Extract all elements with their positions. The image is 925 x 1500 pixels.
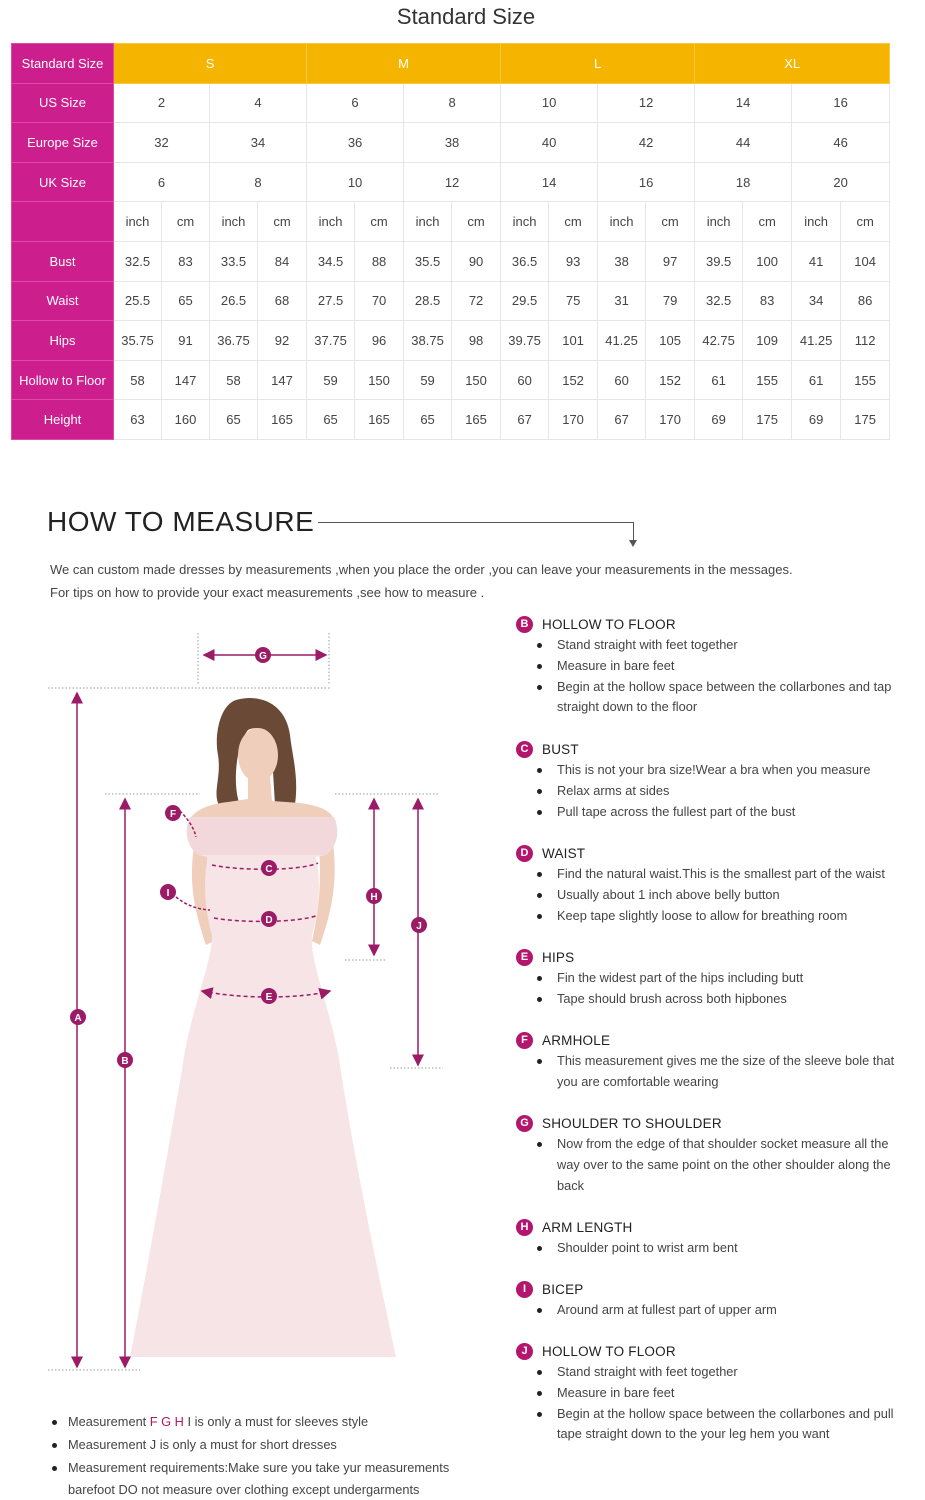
table-cell: 165: [355, 400, 404, 440]
size-chart-table: [11, 43, 890, 440]
table-cell: 38: [404, 123, 501, 163]
table-cell: 155: [841, 360, 890, 400]
table-cell: 60: [501, 360, 549, 400]
row-label: Hollow to Floor: [12, 360, 114, 400]
table-cell: 65: [210, 400, 258, 440]
table-cell: 6: [114, 162, 210, 202]
table-cell: 84: [258, 241, 307, 281]
table-cell: 33.5: [210, 241, 258, 281]
title-divider-drop: [633, 522, 634, 542]
guide-section-c: [514, 738, 870, 822]
guide-title: ARMHOLE: [542, 1032, 611, 1048]
table-cell: 2: [114, 83, 210, 123]
table-cell: 34: [792, 281, 841, 321]
table-cell: 170: [549, 400, 598, 440]
unit-cell: inch: [404, 202, 452, 242]
badge-letter: D: [265, 915, 273, 926]
row-label: US Size: [12, 83, 114, 123]
table-cell: 10: [501, 83, 598, 123]
guide-section-b: [514, 613, 914, 718]
table-cell: 65: [162, 281, 210, 321]
table-cell: 36.5: [501, 241, 549, 281]
guide-item: Now from the edge of that shoulder socket measure all the way over to the same point on the other shoulder along the back: [514, 1134, 906, 1196]
table-cell: 86: [841, 281, 890, 321]
arrow-down-icon: [629, 540, 637, 547]
unit-cell: inch: [307, 202, 355, 242]
table-cell: 35.5: [404, 241, 452, 281]
table-cell: 150: [355, 360, 404, 400]
title-divider: [318, 522, 634, 523]
guide-item: Tape should brush across both hipbones: [514, 989, 803, 1010]
guide-item: Stand straight with feet together: [514, 635, 914, 656]
guide-section-i: [514, 1278, 777, 1321]
table-cell: 41.25: [598, 321, 646, 361]
badge-d: [261, 911, 277, 927]
table-cell: 58: [114, 360, 162, 400]
table-cell: 36: [307, 123, 404, 163]
badge-letter: G: [259, 651, 267, 662]
table-cell: 67: [501, 400, 549, 440]
guide-section-h: [514, 1216, 738, 1259]
unit-cell: cm: [743, 202, 792, 242]
row-label: UK Size: [12, 162, 114, 202]
row-label: Bust: [12, 241, 114, 281]
badge-h: [366, 888, 382, 904]
guide-title: BUST: [542, 741, 579, 757]
table-cell: 10: [307, 162, 404, 202]
table-cell: 97: [646, 241, 695, 281]
table-cell: 58: [210, 360, 258, 400]
badge-letter: F: [169, 809, 177, 820]
guide-section-e: [514, 946, 803, 1010]
table-cell: 90: [452, 241, 501, 281]
table-cell: 152: [646, 360, 695, 400]
table-cell: 42: [598, 123, 695, 163]
size-m: M: [307, 44, 501, 84]
size-xl: XL: [695, 44, 890, 84]
guide-title: ARM LENGTH: [542, 1219, 633, 1235]
badge-g: [255, 647, 271, 663]
europe-size-row: [12, 123, 890, 163]
guide-section-f: [514, 1029, 909, 1093]
table-cell: 67: [598, 400, 646, 440]
table-cell: 105: [646, 321, 695, 361]
table-cell: 28.5: [404, 281, 452, 321]
guide-item: This measurement gives me the size of the sleeve bole that you are comfortable wearing: [514, 1051, 909, 1093]
table-cell: 38: [598, 241, 646, 281]
table-cell: 96: [355, 321, 404, 361]
table-cell: 91: [162, 321, 210, 361]
h-badge-icon: H: [516, 1219, 533, 1236]
guide-title: SHOULDER TO SHOULDER: [542, 1115, 722, 1131]
guide-title: HOLLOW TO FLOOR: [542, 616, 676, 632]
f-badge-icon: F: [516, 1032, 533, 1049]
note-text: Measurement: [68, 1414, 150, 1429]
table-cell: 59: [404, 360, 452, 400]
guide-head: [514, 1216, 738, 1238]
guide-item: Relax arms at sides: [514, 781, 870, 802]
unit-cell: cm: [258, 202, 307, 242]
table-cell: 104: [841, 241, 890, 281]
table-cell: 44: [695, 123, 792, 163]
badge-c: [261, 860, 277, 876]
guide-head: [514, 613, 914, 635]
table-cell: 175: [743, 400, 792, 440]
guide-item: Keep tape slightly loose to allow for breathing room: [514, 906, 885, 927]
standard-size-label: Standard Size: [12, 44, 114, 84]
unit-cell: inch: [792, 202, 841, 242]
note-item: Measurement requirements:Make sure you take yur measurements barefoot DO not measure over clothing except undergarments: [50, 1457, 470, 1500]
hips-row: [12, 321, 890, 361]
table-cell: 6: [307, 83, 404, 123]
table-cell: 93: [549, 241, 598, 281]
table-cell: 35.75: [114, 321, 162, 361]
table-cell: 92: [258, 321, 307, 361]
table-cell: 109: [743, 321, 792, 361]
table-cell: 42.75: [695, 321, 743, 361]
table-cell: 39.5: [695, 241, 743, 281]
unit-cell: inch: [501, 202, 549, 242]
table-cell: 170: [646, 400, 695, 440]
unit-cell: inch: [210, 202, 258, 242]
table-cell: 83: [162, 241, 210, 281]
table-cell: 83: [743, 281, 792, 321]
table-cell: 101: [549, 321, 598, 361]
guide-head: [514, 1112, 906, 1134]
table-cell: 152: [549, 360, 598, 400]
table-cell: 61: [695, 360, 743, 400]
table-cell: 16: [792, 83, 890, 123]
table-cell: 63: [114, 400, 162, 440]
intro-line: For tips on how to provide your exact measurements ,see how to measure .: [50, 584, 485, 600]
table-cell: 72: [452, 281, 501, 321]
table-cell: 165: [452, 400, 501, 440]
dress-neckline: [187, 817, 338, 855]
guide-head: [514, 1278, 777, 1300]
guide-head: [514, 1029, 909, 1051]
table-cell: 46: [792, 123, 890, 163]
waist-row: [12, 281, 890, 321]
table-cell: 60: [598, 360, 646, 400]
table-cell: 155: [743, 360, 792, 400]
badge-letter: C: [265, 864, 273, 875]
badge-e: [261, 988, 277, 1004]
unit-cell: cm: [646, 202, 695, 242]
size-chart-title: Standard Size: [396, 4, 536, 29]
badge-letter: I: [166, 888, 170, 899]
table-cell: 14: [501, 162, 598, 202]
table-cell: 8: [404, 83, 501, 123]
guide-section-g: [514, 1112, 906, 1196]
guide-title: WAIST: [542, 845, 586, 861]
unit-cell: cm: [549, 202, 598, 242]
table-cell: 38.75: [404, 321, 452, 361]
badge-f: [165, 805, 181, 821]
bust-row: [12, 241, 890, 281]
table-cell: 41: [792, 241, 841, 281]
table-cell: 160: [162, 400, 210, 440]
j-badge-icon: J: [516, 1343, 533, 1360]
guide-head: [514, 842, 885, 864]
badge-letter: H: [370, 892, 378, 903]
measurement-figure: [0, 605, 470, 1395]
guide-item: Measure in bare feet: [514, 656, 914, 677]
unit-row: [12, 202, 890, 242]
guide-title: HOLLOW TO FLOOR: [542, 1343, 676, 1359]
guide-item: Stand straight with feet together: [514, 1362, 914, 1383]
size-s: S: [114, 44, 307, 84]
table-cell: 100: [743, 241, 792, 281]
table-cell: 65: [404, 400, 452, 440]
how-to-measure-title: HOW TO MEASURE: [47, 506, 315, 537]
unit-cell: inch: [114, 202, 162, 242]
height-row: [12, 400, 890, 440]
row-label: Hips: [12, 321, 114, 361]
shoulders: [190, 777, 334, 819]
table-cell: 14: [695, 83, 792, 123]
table-cell: 98: [452, 321, 501, 361]
table-cell: 40: [501, 123, 598, 163]
note-item: Measurement J is only a must for short dresses: [50, 1434, 470, 1457]
guide-item: Usually about 1 inch above belly button: [514, 885, 885, 906]
us-size-row: [12, 83, 890, 123]
table-cell: 31: [598, 281, 646, 321]
table-cell: 150: [452, 360, 501, 400]
measurement-notes: [50, 1411, 470, 1500]
badge-j: [411, 917, 427, 933]
guide-head: [514, 946, 803, 968]
guide-item: Begin at the hollow space between the collarbones and tap straight down to the floor: [514, 677, 914, 719]
face: [238, 728, 278, 782]
table-cell: 4: [210, 83, 307, 123]
guide-section-d: [514, 842, 885, 926]
table-cell: 79: [646, 281, 695, 321]
b-badge-icon: B: [516, 616, 533, 633]
table-cell: 61: [792, 360, 841, 400]
unit-cell: cm: [841, 202, 890, 242]
hollow-to-floor-row: [12, 360, 890, 400]
badge-letter: B: [121, 1056, 129, 1067]
row-label: Europe Size: [12, 123, 114, 163]
intro-text: [50, 559, 793, 604]
table-cell: 8: [210, 162, 307, 202]
table-cell: 37.75: [307, 321, 355, 361]
table-cell: 147: [258, 360, 307, 400]
guide-item: Pull tape across the fullest part of the bust: [514, 802, 870, 823]
table-cell: 32: [114, 123, 210, 163]
intro-line: We can custom made dresses by measurements ,when you place the order ,you can leave your measurements in the messages.: [50, 562, 793, 577]
table-cell: 69: [792, 400, 841, 440]
table-cell: 20: [792, 162, 890, 202]
badge-letter: A: [74, 1013, 82, 1024]
guide-item: Shoulder point to wrist arm bent: [514, 1238, 738, 1259]
unit-cell: inch: [598, 202, 646, 242]
unit-cell: cm: [162, 202, 210, 242]
note-highlight: F G H: [149, 1414, 184, 1429]
guide-item: Find the natural waist.This is the smallest part of the waist: [514, 864, 885, 885]
guide-item: Begin at the hollow space between the collarbones and pull tape straight down to the your leg hem you want: [514, 1404, 914, 1446]
table-cell: 68: [258, 281, 307, 321]
table-cell: 147: [162, 360, 210, 400]
table-cell: 65: [307, 400, 355, 440]
table-cell: 41.25: [792, 321, 841, 361]
table-cell: 32.5: [114, 241, 162, 281]
guide-title: BICEP: [542, 1281, 584, 1297]
size-l: L: [501, 44, 695, 84]
guide-item: Measure in bare feet: [514, 1383, 914, 1404]
table-cell: 175: [841, 400, 890, 440]
guide-title: HIPS: [542, 949, 575, 965]
table-cell: 112: [841, 321, 890, 361]
guide-item: This is not your bra size!Wear a bra when you measure: [514, 760, 870, 781]
size-header-row: [12, 44, 890, 84]
e-badge-icon: E: [516, 949, 533, 966]
row-label: Waist: [12, 281, 114, 321]
table-cell: 16: [598, 162, 695, 202]
c-badge-icon: C: [516, 741, 533, 758]
uk-size-row: [12, 162, 890, 202]
guide-section-j: [514, 1340, 914, 1445]
badge-b: [117, 1052, 133, 1068]
table-cell: 25.5: [114, 281, 162, 321]
badge-i: [160, 884, 176, 900]
table-cell: 39.75: [501, 321, 549, 361]
table-cell: 36.75: [210, 321, 258, 361]
unit-cell: cm: [452, 202, 501, 242]
unit-cell: inch: [695, 202, 743, 242]
guide-item: Around arm at fullest part of upper arm: [514, 1300, 777, 1321]
table-cell: 165: [258, 400, 307, 440]
guide-head: [514, 1340, 914, 1362]
guide-head: [514, 738, 870, 760]
d-badge-icon: D: [516, 845, 533, 862]
row-label: Height: [12, 400, 114, 440]
table-cell: 12: [598, 83, 695, 123]
table-cell: 12: [404, 162, 501, 202]
table-cell: 75: [549, 281, 598, 321]
badge-a: [70, 1009, 86, 1025]
note-text: I is only a must for sleeves style: [183, 1414, 369, 1429]
table-cell: 69: [695, 400, 743, 440]
table-cell: 18: [695, 162, 792, 202]
g-badge-icon: G: [516, 1115, 533, 1132]
table-cell: 34.5: [307, 241, 355, 281]
unit-cell: cm: [355, 202, 404, 242]
guide-item: Fin the widest part of the hips including butt: [514, 968, 803, 989]
table-cell: 70: [355, 281, 404, 321]
badge-letter: E: [265, 992, 273, 1003]
row-label: [12, 202, 114, 242]
table-cell: 88: [355, 241, 404, 281]
table-cell: 29.5: [501, 281, 549, 321]
table-cell: 34: [210, 123, 307, 163]
i-badge-icon: I: [516, 1281, 533, 1298]
table-cell: 26.5: [210, 281, 258, 321]
table-cell: 27.5: [307, 281, 355, 321]
badge-letter: J: [416, 921, 422, 932]
table-cell: 59: [307, 360, 355, 400]
note-item: [50, 1411, 470, 1434]
table-cell: 32.5: [695, 281, 743, 321]
dress-illustration: [0, 605, 470, 1395]
